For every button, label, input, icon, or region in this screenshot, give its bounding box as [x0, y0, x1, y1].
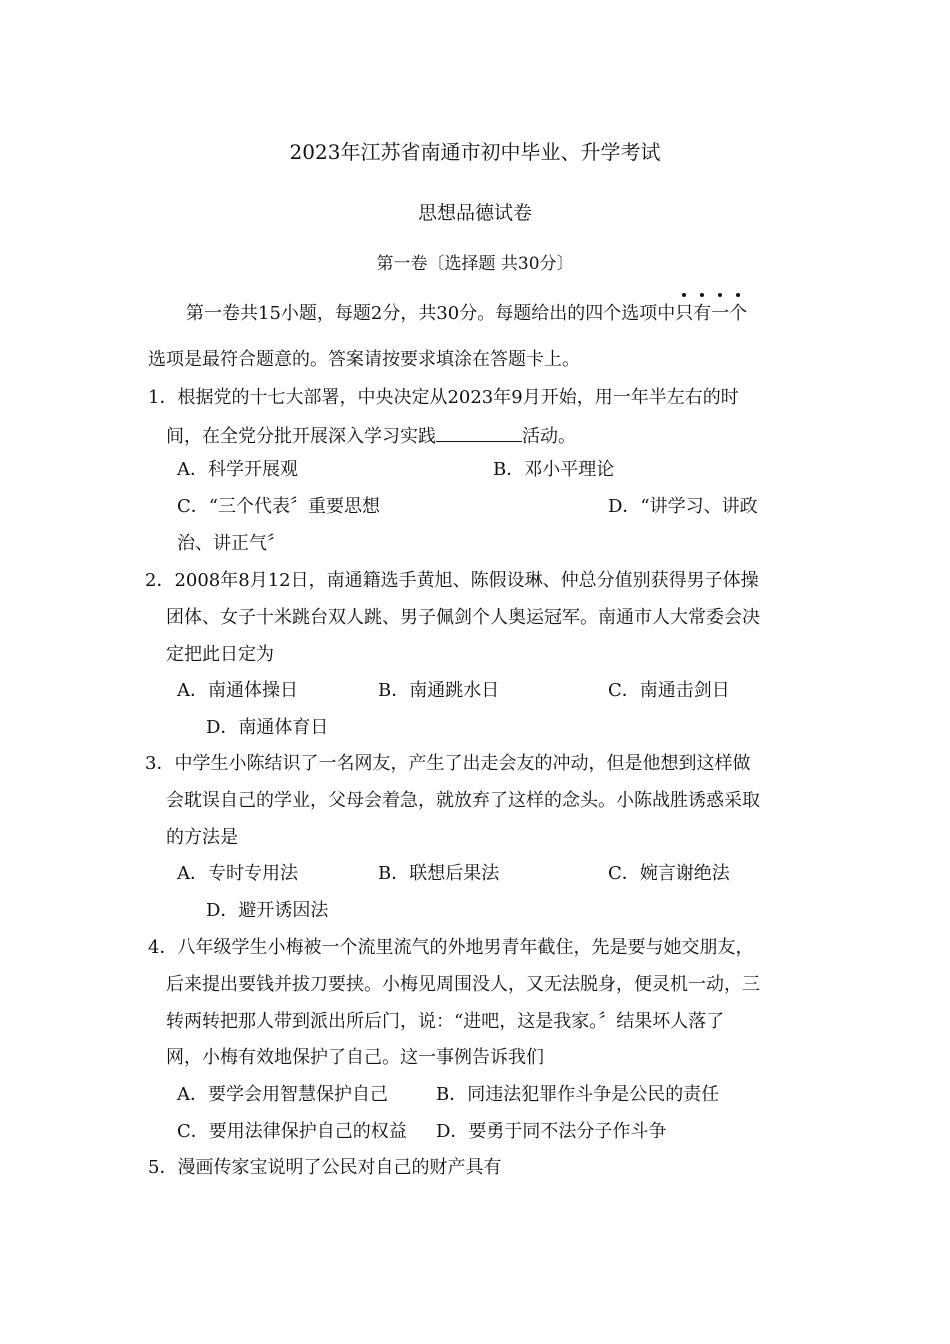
section-heading: 第一卷〔选择题 共30分〕	[376, 254, 574, 274]
q4-line-4: 网，小梅有效地保护了自己。这一事例告诉我们	[166, 1047, 544, 1068]
exam-title: 2023年江苏省南通市初中毕业、升学考试	[289, 140, 661, 164]
q2-option-c: C．南通击剑日	[608, 680, 730, 701]
q2-line-1: 2．2008年8月12日，南通籍选手黄旭、陈假设琳、仲总分值别获得男子体操	[145, 570, 759, 591]
instructions-text: 第一卷共15小题，每题2分，共30分。每题给出的四个选项中	[186, 303, 676, 324]
instructions-line-1	[186, 302, 747, 326]
emphasis-char: 一	[711, 303, 730, 324]
q1-option-b: B．邓小平理论	[493, 459, 615, 480]
instructions-line-2: 选项是最符合题意的。答案请按要求填涂在答题卡上。	[148, 349, 580, 370]
q1-line-1: 1．根据党的十七大部署，中央决定从2023年9月开始，用一年半左右的时	[148, 387, 739, 408]
emphasis-char: 个	[729, 303, 748, 324]
q3-option-b: B．联想后果法	[378, 863, 500, 884]
q3-option-c: C．婉言谢绝法	[608, 863, 730, 884]
q5-line-1: 5．漫画传家宝说明了公民对自己的财产具有	[148, 1157, 502, 1178]
fill-in-blank	[436, 423, 522, 442]
q1-text-after: 活动。	[522, 426, 576, 447]
exam-subject: 思想品德试卷	[417, 202, 532, 224]
q2-line-3: 定把此日定为	[166, 644, 274, 665]
q3-line-3: 的方法是	[166, 827, 238, 848]
q3-option-a: A．专时专用法	[177, 863, 298, 884]
q3-option-d: D．避开诱因法	[206, 900, 329, 921]
q1-option-a: A．科学开展观	[177, 459, 298, 480]
emphasis-char: 有	[693, 303, 712, 324]
q4-line-1: 4．八年级学生小梅被一个流里流气的外地男青年截住，先是要与她交朋友，	[148, 937, 754, 958]
q2-option-a: A．南通体操日	[177, 680, 298, 701]
q3-line-1: 3．中学生小陈结识了一名网友，产生了出走会友的冲动，但是他想到这样做	[145, 753, 751, 774]
q2-line-2: 团体、女子十米跳台双人跳、男子佩剑个人奥运冠军。南通市人大常委会决	[166, 607, 760, 628]
q4-option-c: C．要用法律保护自己的权益	[177, 1121, 407, 1142]
q1-text: 间，在全党分批开展深入学习实践	[166, 426, 436, 447]
q4-line-2: 后来提出要钱并拔刀要挟。小梅见周围没人，又无法脱身，便灵机一动，三	[166, 974, 760, 995]
q4-option-a: A．要学会用智慧保护自己	[177, 1084, 388, 1105]
q1-line-2	[166, 423, 576, 449]
q4-line-3: 转两转把那人带到派出所后门，说：“进吧，这是我家。〞结果坏人落了	[166, 1011, 725, 1032]
q2-option-d: D．南通体育日	[206, 717, 329, 738]
q1-option-c: C．“三个代表〞重要思想	[177, 496, 380, 517]
q4-option-d: D．要勇于同不法分子作斗争	[436, 1121, 667, 1142]
q3-line-2: 会耽误自己的学业，父母会着急，就放弃了这样的念头。小陈战胜诱惑采取	[166, 790, 760, 811]
q1-option-d-continued: 治、讲正气〞	[177, 533, 285, 554]
q2-option-b: B．南通跳水日	[378, 680, 500, 701]
q1-option-d: D．“讲学习、讲政	[608, 496, 758, 517]
q4-option-b: B．同违法犯罪作斗争是公民的责任	[436, 1084, 720, 1105]
emphasis-char: 只	[675, 303, 694, 324]
